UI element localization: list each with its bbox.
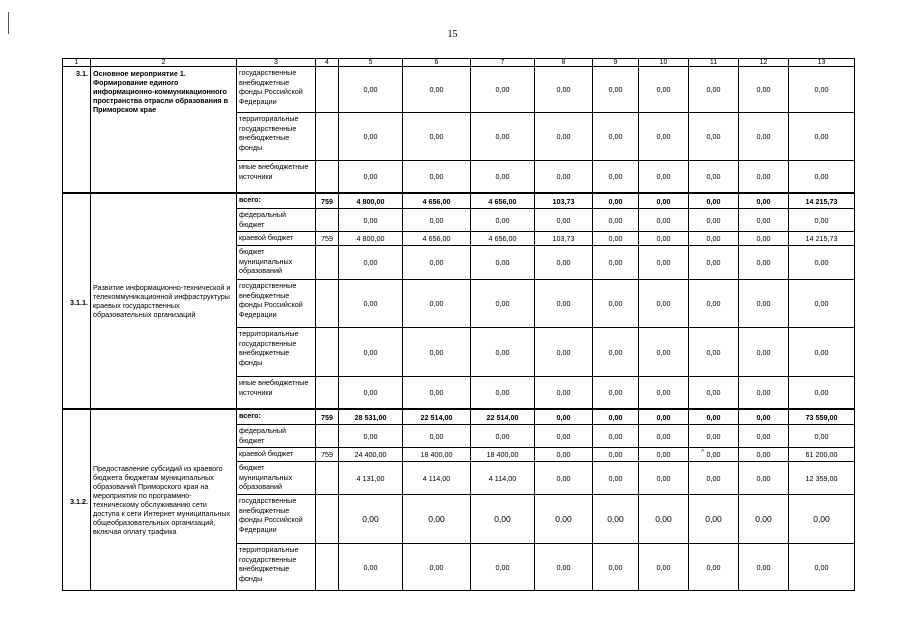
year-value: 0,00 <box>339 544 403 591</box>
funding-source: федеральный бюджет <box>237 425 316 448</box>
column-number: 1 <box>63 59 91 67</box>
table-row <box>63 193 855 209</box>
grbs-code <box>316 377 339 410</box>
year-value: 0,00 <box>639 193 689 209</box>
year-value: 0,00 <box>535 495 593 544</box>
year-value: 0,00 <box>739 377 789 410</box>
year-value: 0,00 <box>403 377 471 410</box>
grbs-code <box>316 246 339 280</box>
grbs-code <box>316 495 339 544</box>
year-value: 0,00 <box>689 377 739 410</box>
grbs-code <box>316 113 339 161</box>
year-value: 0,00 <box>339 67 403 113</box>
year-value: 0,00 <box>689 280 739 328</box>
year-value: 0,00 <box>639 113 689 161</box>
funding-source: территориальные государственные внебюджетные фонды <box>237 113 316 161</box>
year-value: 0,00 <box>403 246 471 280</box>
column-number: 8 <box>535 59 593 67</box>
total-value: 0,00 <box>789 161 855 194</box>
total-value: 14 215,73 <box>789 232 855 246</box>
funding-source: территориальные государственные внебюджетные фонды <box>237 544 316 591</box>
funding-source: федеральный бюджет <box>237 209 316 232</box>
funding-source: всего: <box>237 409 316 425</box>
year-value: 0,00 <box>639 280 689 328</box>
funding-source: иные внебюджетные источники <box>237 377 316 410</box>
year-value: 0,00 <box>593 328 639 377</box>
funding-source: краевой бюджет <box>237 448 316 462</box>
year-value: 22 514,00 <box>471 409 535 425</box>
total-value: 0,00 <box>789 67 855 113</box>
funding-source: бюджет муниципальных образований <box>237 462 316 495</box>
column-number: 4 <box>316 59 339 67</box>
year-value: 0,00 <box>689 161 739 194</box>
column-number: 7 <box>471 59 535 67</box>
year-value: 0,00 <box>639 161 689 194</box>
year-value: 18 400,00 <box>403 448 471 462</box>
total-value: 0,00 <box>789 280 855 328</box>
year-value: 0,00 <box>739 246 789 280</box>
year-value: 0,00 <box>471 113 535 161</box>
funding-source: государственные внебюджетные фонды Российской Федерации <box>237 280 316 328</box>
budget-table <box>62 58 855 591</box>
year-value: 0,00 <box>593 193 639 209</box>
grbs-code <box>316 544 339 591</box>
year-value: 0,00 <box>593 161 639 194</box>
column-number: 9 <box>593 59 639 67</box>
total-value: 12 359,00 <box>789 462 855 495</box>
year-value: 0,00 <box>471 67 535 113</box>
item-code: 3.1.1. <box>63 193 91 409</box>
year-value: 0,00 <box>593 425 639 448</box>
grbs-code <box>316 280 339 328</box>
year-value: 0,00 <box>535 377 593 410</box>
year-value: 0,00 <box>403 328 471 377</box>
year-value: 0,00 <box>471 280 535 328</box>
year-value: 0,00 <box>471 425 535 448</box>
year-value: 0,00 <box>689 544 739 591</box>
total-value: 0,00 <box>789 425 855 448</box>
column-number: 13 <box>789 59 855 67</box>
total-value: 73 559,00 <box>789 409 855 425</box>
year-value: 0,00 <box>471 544 535 591</box>
year-value: 0,00 <box>403 67 471 113</box>
year-value: 0,00 <box>689 462 739 495</box>
year-value: 0,00 <box>689 448 739 462</box>
year-value: 0,00 <box>403 495 471 544</box>
grbs-code: 759 <box>316 448 339 462</box>
year-value: 0,00 <box>535 113 593 161</box>
total-value: 0,00 <box>789 113 855 161</box>
year-value: 4 800,00 <box>339 193 403 209</box>
year-value: 0,00 <box>339 495 403 544</box>
year-value: 0,00 <box>471 377 535 410</box>
year-value: 4 131,00 <box>339 462 403 495</box>
year-value: 0,00 <box>639 462 689 495</box>
year-value: 0,00 <box>639 67 689 113</box>
table-body <box>63 59 855 591</box>
year-value: 0,00 <box>535 448 593 462</box>
year-value: 0,00 <box>403 113 471 161</box>
year-value: 0,00 <box>471 328 535 377</box>
year-value: 0,00 <box>593 246 639 280</box>
year-value: 0,00 <box>739 448 789 462</box>
year-value: 0,00 <box>639 448 689 462</box>
scan-artifact-mark: ^ <box>701 449 705 456</box>
year-value: 103,73 <box>535 193 593 209</box>
funding-source: государственные внебюджетные фонды Российской Федерации <box>237 495 316 544</box>
grbs-code <box>316 67 339 113</box>
year-value: 0,00 <box>535 246 593 280</box>
year-value: 0,00 <box>739 462 789 495</box>
year-value: 0,00 <box>593 232 639 246</box>
year-value: 0,00 <box>639 409 689 425</box>
year-value: 0,00 <box>689 328 739 377</box>
item-name: Развитие информационно-технической и телекоммуникационной инфраструктуры краевых государственных образовательных организаций <box>91 193 237 409</box>
year-value: 0,00 <box>593 209 639 232</box>
year-value: 0,00 <box>739 113 789 161</box>
table-row <box>63 67 855 113</box>
year-value: 0,00 <box>739 280 789 328</box>
year-value: 0,00 <box>403 209 471 232</box>
total-value: 0,00 <box>789 246 855 280</box>
year-value: 0,00 <box>339 377 403 410</box>
year-value: 0,00 <box>689 232 739 246</box>
year-value: 0,00 <box>535 409 593 425</box>
total-value: 14 215,73 <box>789 193 855 209</box>
item-name: Предоставление субсидий из краевого бюджета бюджетам муниципальных образований Приморского края на мероприятия по программно-техническому обслуживанию сети доступа к сети Интернет муниципальных общеобразовательных организаций, включая оплату трафика <box>91 409 237 591</box>
funding-source: иные внебюджетные источники <box>237 161 316 194</box>
total-value: 0,00 <box>789 544 855 591</box>
year-value: 0,00 <box>639 544 689 591</box>
year-value: 18 400,00 <box>471 448 535 462</box>
year-value: 28 531,00 <box>339 409 403 425</box>
year-value: 0,00 <box>339 425 403 448</box>
grbs-code <box>316 209 339 232</box>
year-value: 0,00 <box>535 67 593 113</box>
year-value: 0,00 <box>593 409 639 425</box>
year-value: 0,00 <box>339 209 403 232</box>
year-value: 103,73 <box>535 232 593 246</box>
year-value: 0,00 <box>639 246 689 280</box>
funding-source: государственные внебюджетные фонды Российской Федерации <box>237 67 316 113</box>
year-value: 0,00 <box>639 377 689 410</box>
year-value: 0,00 <box>535 161 593 194</box>
year-value: 0,00 <box>339 328 403 377</box>
column-number: 11 <box>689 59 739 67</box>
year-value: 0,00 <box>739 495 789 544</box>
year-value: 4 656,00 <box>471 232 535 246</box>
total-value: 0,00 <box>789 377 855 410</box>
year-value: 0,00 <box>339 246 403 280</box>
year-value: 0,00 <box>535 209 593 232</box>
grbs-code: 759 <box>316 193 339 209</box>
year-value: 0,00 <box>593 113 639 161</box>
year-value: 0,00 <box>403 161 471 194</box>
item-name: Основное мероприятие 1. Формирование единого информационно-коммуникационного пространства отрасли образования в Приморском крае <box>91 67 237 194</box>
grbs-code: 759 <box>316 232 339 246</box>
year-value: 0,00 <box>339 161 403 194</box>
year-value: 0,00 <box>689 409 739 425</box>
scan-artifact-mark: · <box>61 451 64 460</box>
year-value: 0,00 <box>593 495 639 544</box>
year-value: 4 656,00 <box>471 193 535 209</box>
year-value: 0,00 <box>689 193 739 209</box>
year-value: 0,00 <box>689 246 739 280</box>
page-number: 15 <box>447 29 458 40</box>
year-value: 0,00 <box>535 280 593 328</box>
year-value: 0,00 <box>689 425 739 448</box>
year-value: 0,00 <box>535 425 593 448</box>
year-value: 0,00 <box>639 209 689 232</box>
funding-source: бюджет муниципальных образований <box>237 246 316 280</box>
year-value: 0,00 <box>339 113 403 161</box>
year-value: 0,00 <box>471 209 535 232</box>
year-value: 0,00 <box>739 67 789 113</box>
year-value: 0,00 <box>535 544 593 591</box>
year-value: 0,00 <box>593 280 639 328</box>
item-code: 3.1.2. <box>63 409 91 591</box>
column-number: 2 <box>91 59 237 67</box>
year-value: 4 114,00 <box>403 462 471 495</box>
item-code: 3.1. <box>63 67 91 194</box>
grbs-code: 759 <box>316 409 339 425</box>
year-value: 0,00 <box>689 209 739 232</box>
year-value: 0,00 <box>471 246 535 280</box>
year-value: 0,00 <box>593 67 639 113</box>
year-value: 0,00 <box>739 328 789 377</box>
year-value: 0,00 <box>689 495 739 544</box>
year-value: 0,00 <box>739 409 789 425</box>
year-value: 0,00 <box>593 462 639 495</box>
year-value: 0,00 <box>403 544 471 591</box>
grbs-code <box>316 161 339 194</box>
year-value: 0,00 <box>471 495 535 544</box>
funding-source: территориальные государственные внебюджетные фонды <box>237 328 316 377</box>
total-value: 0,00 <box>789 495 855 544</box>
column-number: 3 <box>237 59 316 67</box>
year-value: 0,00 <box>689 67 739 113</box>
total-value: 61 200,00 <box>789 448 855 462</box>
year-value: 0,00 <box>535 328 593 377</box>
total-value: 0,00 <box>789 209 855 232</box>
grbs-code <box>316 462 339 495</box>
year-value: 4 656,00 <box>403 193 471 209</box>
year-value: 0,00 <box>593 377 639 410</box>
year-value: 0,00 <box>739 161 789 194</box>
year-value: 0,00 <box>339 280 403 328</box>
year-value: 0,00 <box>639 495 689 544</box>
year-value: 0,00 <box>639 232 689 246</box>
year-value: 4 656,00 <box>403 232 471 246</box>
year-value: 0,00 <box>471 161 535 194</box>
column-number: 12 <box>739 59 789 67</box>
table-row <box>63 409 855 425</box>
year-value: 4 114,00 <box>471 462 535 495</box>
year-value: 0,00 <box>593 448 639 462</box>
year-value: 0,00 <box>739 425 789 448</box>
year-value: 0,00 <box>639 425 689 448</box>
total-value: 0,00 <box>789 328 855 377</box>
year-value: 0,00 <box>403 280 471 328</box>
year-value: 0,00 <box>739 209 789 232</box>
year-value: 0,00 <box>639 328 689 377</box>
year-value: 4 800,00 <box>339 232 403 246</box>
year-value: 0,00 <box>593 544 639 591</box>
funding-source: краевой бюджет <box>237 232 316 246</box>
year-value: 22 514,00 <box>403 409 471 425</box>
column-number: 10 <box>639 59 689 67</box>
year-value: 0,00 <box>739 232 789 246</box>
column-number-row <box>63 59 855 67</box>
column-number: 5 <box>339 59 403 67</box>
year-value: 24 400,00 <box>339 448 403 462</box>
grbs-code <box>316 328 339 377</box>
year-value: 0,00 <box>535 462 593 495</box>
grbs-code <box>316 425 339 448</box>
year-value: 0,00 <box>689 113 739 161</box>
year-value: 0,00 <box>403 425 471 448</box>
column-number: 6 <box>403 59 471 67</box>
year-value: 0,00 <box>739 193 789 209</box>
year-value: 0,00 <box>739 544 789 591</box>
funding-source: всего: <box>237 193 316 209</box>
